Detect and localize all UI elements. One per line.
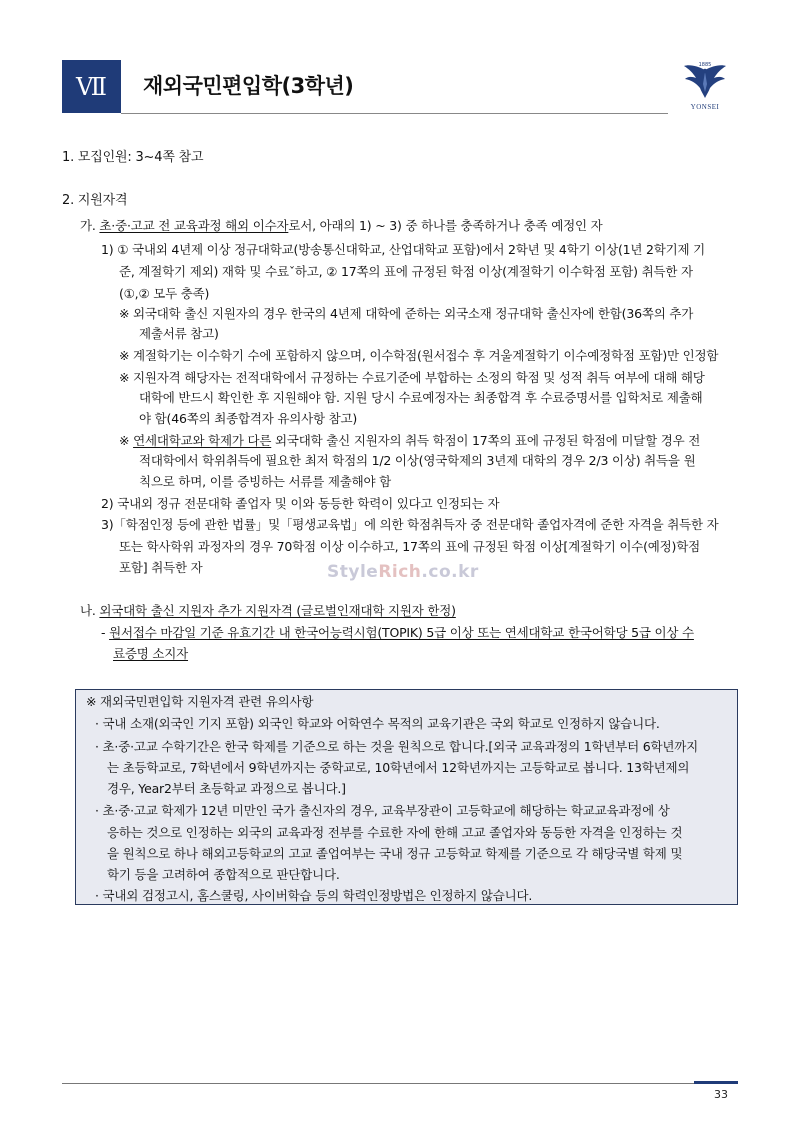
footer-divider — [62, 1083, 738, 1084]
item2-line: 2) 국내외 정규 전문대학 졸업자 및 이와 동등한 학력이 있다고 인정되는 자 — [101, 496, 500, 511]
logo-text: YONSEI — [690, 103, 720, 111]
notice-line: · 초·중·고교 수학기간은 한국 학제를 기준으로 하는 것을 원칙으로 합니다.[외국 교육과정의 1학년부터 6학년까지 — [95, 739, 699, 754]
item1-line: 준, 계절학기 제외) 재학 및 수료ˇ하고, ② 17쪽의 표에 규정된 학점 이상(계절학기 이수학점 포함) 취득한 자 — [119, 264, 693, 279]
section-recruitment: 1. 모집인원: 3~4쪽 참고 — [62, 150, 204, 165]
page-title: 재외국민편입학(3학년) — [143, 74, 354, 98]
notice-line: · 국내 소재(외국인 기지 포함) 외국인 학교와 어학연수 목적의 교육기관은 국외 학교로 인정하지 않습니다. — [95, 716, 660, 731]
note4-prefix: ※ — [119, 433, 134, 448]
na-item-underlined: 료증명 소지자 — [113, 646, 189, 661]
watermark-part: .co.kr — [421, 562, 479, 582]
notice-line: · 국내외 검정고시, 홈스쿨링, 사이버학습 등의 학력인정방법은 인정하지 않습니다. — [95, 888, 533, 903]
notice-line: · 초·중·고교 학제가 12년 미만인 국가 출신자의 경우, 교육부장관이 고등학교에 해당하는 학교교육과정에 상 — [95, 803, 670, 818]
ga-suffix: 로서, 아래의 1) ~ 3) 중 하나를 충족하거나 충족 예정인 자 — [288, 218, 603, 233]
watermark-part: Rich — [378, 562, 422, 582]
watermark-part: Style — [327, 562, 379, 582]
notice-line: 는 초등학교로, 7학년에서 9학년까지는 중학교로, 10학년에서 12학년까지는 고등학교로 봅니다. 13학년제의 — [107, 760, 690, 775]
eagle-emblem-icon — [682, 58, 728, 106]
note4-suffix: 외국대학 출신 지원자의 취득 학점이 17쪽의 표에 규정된 학점에 미달할 경우 전 — [271, 433, 701, 448]
note3-line: 대학에 반드시 확인한 후 지원해야 함. 지원 당시 수료예정자는 최종합격 후 수료증명서를 입학처로 제출해 — [139, 390, 703, 405]
university-logo — [682, 58, 728, 114]
notice-line: 응하는 것으로 인정하는 외국의 교육과정 전부를 수료한 자에 한해 고교 졸업자와 동등한 자격을 인정하는 것 — [107, 825, 683, 840]
na-item-underlined: 원서접수 마감일 기준 유효기간 내 한국어능력시험(TOPIK) 5급 이상 또는 연세대학교 한국어학당 5급 이상 수 — [109, 625, 694, 640]
eligibility-ga — [80, 218, 602, 233]
note3-line: ※ 지원자격 해당자는 전적대학에서 규정하는 수료기준에 부합하는 소정의 학점 및 성적 취득 여부에 대해 해당 — [119, 370, 705, 385]
note1-line: ※ 외국대학 출신 지원자의 경우 한국의 4년제 대학에 준하는 외국소재 정규대학 출신자에 한함(36쪽의 추가 — [119, 306, 694, 321]
eligibility-na — [80, 603, 456, 618]
na-item-line — [101, 625, 694, 640]
item3-line: 포함] 취득한 자 — [119, 560, 203, 575]
note4-underlined: 연세대학교와 학제가 다른 — [133, 433, 272, 448]
item1-line: (①,② 모두 충족) — [119, 286, 210, 301]
watermark — [327, 562, 479, 582]
notice-title: ※ 재외국민편입학 지원자격 관련 유의사항 — [86, 694, 314, 709]
title-divider — [121, 113, 668, 114]
note4-line — [119, 433, 700, 448]
notice-line: 학기 등을 고려하여 종합적으로 판단합니다. — [107, 867, 340, 882]
notice-line: 경우, Year2부터 초등학교 과정으로 봅니다.] — [107, 781, 346, 796]
chapter-number: Ⅶ — [76, 72, 107, 101]
note3-line: 야 함(46쪽의 최종합격자 유의사항 참고) — [139, 411, 358, 426]
note4-line: 적대학에서 학위취득에 필요한 최저 학점의 1/2 이상(영국학제의 3년제 대학의 경우 2/3 이상) 취득을 원 — [139, 453, 696, 468]
footer-accent-bar — [694, 1081, 738, 1084]
na-underlined: 외국대학 출신 지원자 추가 지원자격 (글로벌인재대학 지원자 한정) — [99, 603, 456, 618]
logo-year: 1885 — [698, 62, 712, 68]
page-number: 33 — [714, 1088, 728, 1101]
note1-line: 제출서류 참고) — [139, 326, 219, 341]
notice-line: 을 원칙으로 하나 해외고등학교의 고교 졸업여부는 국내 정규 고등학교 학제를 기준으로 각 해당국별 학제 및 — [107, 846, 683, 861]
note2-line: ※ 계절학기는 이수학기 수에 포함하지 않으며, 이수학점(원서접수 후 겨울계절학기 이수예정학점 포함)만 인정함 — [119, 348, 719, 363]
ga-prefix: 가. — [80, 218, 100, 233]
na-item-prefix: - — [101, 625, 110, 640]
note4-line: 칙으로 하며, 이를 증빙하는 서류를 제출해야 함 — [139, 474, 392, 489]
section-heading-eligibility: 2. 지원자격 — [62, 193, 128, 208]
chapter-number-box — [62, 60, 121, 113]
na-prefix: 나. — [80, 603, 100, 618]
ga-underlined: 초·중·고교 전 교육과정 해외 이수자 — [99, 218, 289, 233]
item3-line: 3)「학점인정 등에 관한 법률」및「평생교육법」에 의한 학점취득자 중 전문대학 졸업자격에 준한 자격을 취득한 자 — [101, 517, 719, 532]
item1-line: 1) ① 국내외 4년제 이상 정규대학교(방송통신대학교, 산업대학교 포함)에서 2학년 및 4학기 이상(1년 2학기제 기 — [101, 242, 706, 257]
na-item-line — [113, 646, 188, 661]
item3-line: 또는 학사학위 과정자의 경우 70학점 이상 이수하고, 17쪽의 표에 규정된 학점 이상[계절학기 이수(예정)학점 — [119, 539, 700, 554]
